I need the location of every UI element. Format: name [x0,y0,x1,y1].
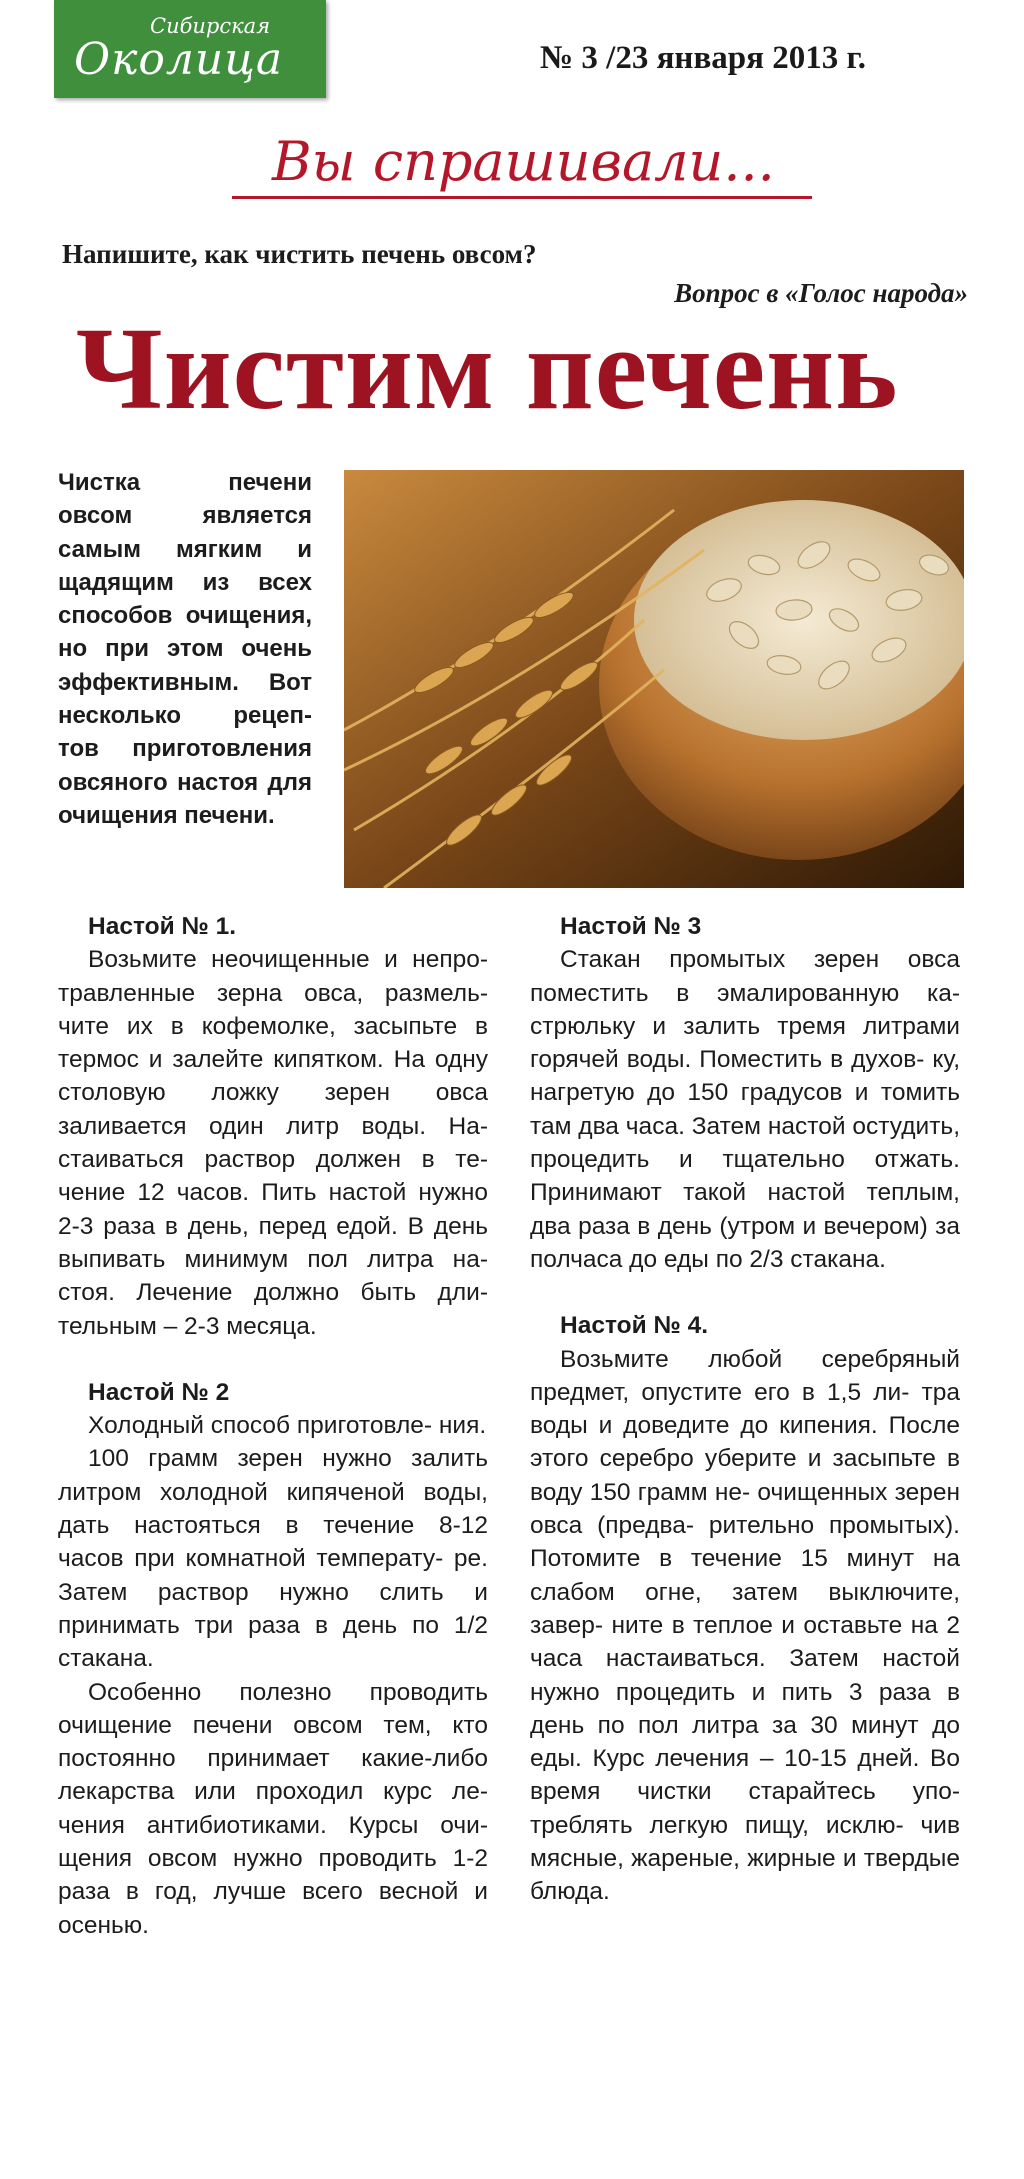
section-paragraph: Холодный способ приготовле- ния. [88,1412,487,1440]
issue-date: № 3 /23 января 2013 г. [540,40,866,76]
reader-question: Напишите, как чистить печень овсом? [62,239,537,269]
section-title: Настой № 2 [88,1378,230,1406]
left-column [58,910,488,1942]
lead-line: щадящим из всех [58,568,312,596]
lead-line: очищения печени. [58,801,275,829]
section-paragraph: Особенно полезно проводить очищение печени овсом тем, кто постоянно принимает какие-либо лекарства или проходил курс ле- чения антибиотиками. Курсы очи- щения овсом нужно проводить 1-2 раза в год, лучше всего весной и осенью. [58,1678,488,1939]
section-paragraph: 100 грамм зерен нужно залить литром холодной кипяченой воды, дать настояться в течение 8-12 часов при комнатной температу- ре. Затем раствор нужно слить и принимать три раза в день по 1/2 стакана. [58,1445,488,1673]
section-paragraph: Возьмите неочищенные и непро- травленные зерна овса, размель- чите их в кофемолке, засыпьте в термос и залейте кипятком. На одну столовую ложку зерен овса заливается один литр воды. На- стаиваться раствор должен в те- чение 12 часов. Пить настой нужно 2-3 раза в день, перед едой. В день выпивать минимум пол литра на- стоя. Лечение должно быть дли- тельным – 2-3 месяца. [58,946,488,1340]
logo-main-text: Околица [74,34,284,85]
lead-line: овсяного настоя для [58,768,312,796]
lead-line: эффективным. Вот [58,668,312,696]
question-source: Вопрос в «Голос народа» [674,278,968,308]
lead-line: овсом является [58,502,312,530]
section-title: Настой № 1. [88,913,237,940]
lead-paragraph [58,466,312,832]
section-paragraph: Возьмите любой серебряный предмет, опустите его в 1,5 ли- тра воды и доведите до кипения. После этого серебро уберите и засыпьте в воду 150 грамм не- очищенных зерен овса (предва- рительно промытых). Потомите в течение 15 минут на слабом огне, затем выключите, завер- ните в теплое и оставьте на 2 часа настаиваться. Затем настой нужно процедить и пить 3 раза в день по пол литра за 30 минут до еды. Курс лечения – 10-15 дней. Во время чистки старайтесь упо- треблять легкую пищу, исклю- чив мясные, жареные, жирные и твердые блюда. [530,1345,960,1906]
section-gap [58,1343,488,1376]
lead-line: но при этом очень [58,635,312,663]
article-headline: Чистим печень [76,303,899,434]
lead-line: самым мягким и [58,535,312,563]
right-column [530,910,960,1909]
section-title: Настой № 3 [560,913,702,940]
lead-line: несколько рецеп- [58,702,312,730]
lead-line: способов очищения, [58,602,312,630]
logo-top-text: Сибирская [150,14,271,38]
rubric-title: Вы спрашивали... [272,130,775,193]
section-paragraph: Стакан промытых зерен овса поместить в эмалированную ка- стрюльку и залить тремя литрами горячей воды. Поместить в духов- ку, нагретую до 150 градусов и томить там два часа. Затем настой остудить, процедить и тщательно отжать. Принимают такой настой теплым, два раза в день (утром и вечером) за полчаса до еды по 2/3 стакана. [530,946,960,1273]
section-title: Настой № 4. [560,1312,709,1340]
lead-line: Чистка печени [58,469,312,496]
rubric-underline [232,196,812,199]
oats-photo-illustration [344,470,964,888]
newspaper-logo [54,0,326,98]
oats-bowl-photo [344,470,964,888]
lead-line: тов приготовления [58,735,312,763]
section-gap [530,1276,960,1309]
